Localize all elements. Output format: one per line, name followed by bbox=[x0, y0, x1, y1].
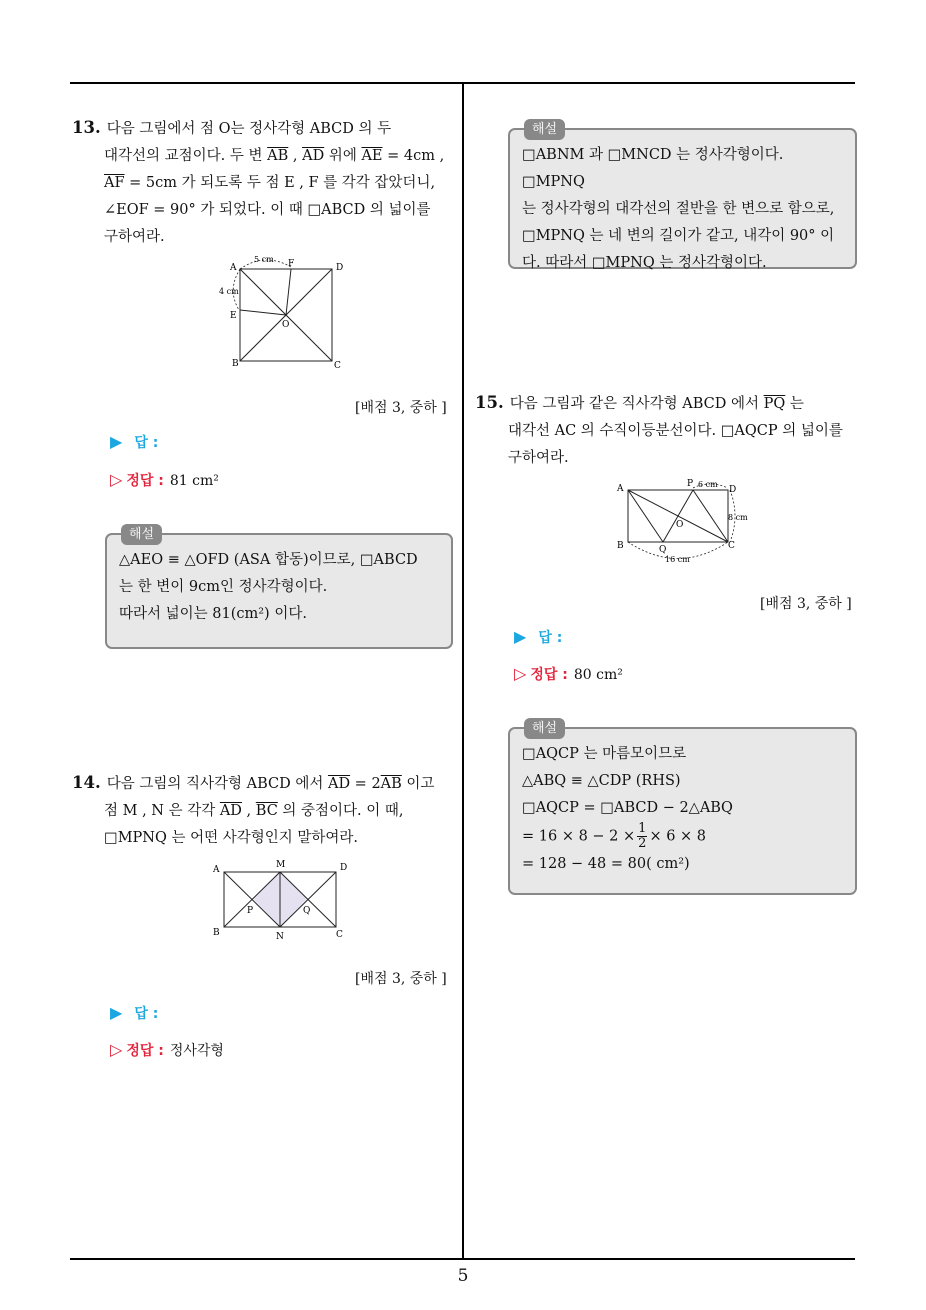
solution-box-15: 해설 □AQCP 는 마름모이므로 △ABQ ≡ △CDP (RHS) □AQCP = □ABCD − 2△ABQ = 16 × 8 − 2 × $\frac{1}{2}$ × 6 × 8 = 128 − 48 = 80( cm²) bbox=[508, 727, 857, 895]
fraction-one-half: $\frac{1}{2}$ bbox=[638, 821, 647, 851]
label-o: O bbox=[282, 320, 290, 330]
label-p: P bbox=[687, 479, 694, 489]
label-d: D bbox=[729, 485, 737, 495]
label-a: A bbox=[617, 484, 624, 494]
label-f: F bbox=[288, 259, 295, 269]
triangle-outline-icon: ▷ bbox=[514, 664, 527, 683]
label-6cm: 6 cm bbox=[698, 480, 718, 489]
label-n: N bbox=[276, 932, 284, 942]
question-number: 13. bbox=[72, 118, 101, 137]
label-16cm: 16 cm bbox=[665, 555, 690, 564]
triangle-filled-icon: ▶ bbox=[110, 432, 123, 451]
label-d: D bbox=[340, 863, 348, 873]
answer-row-14: ▶ 답 : bbox=[110, 1003, 159, 1022]
triangle-filled-icon: ▶ bbox=[514, 627, 527, 646]
label-a: A bbox=[230, 263, 237, 273]
label-d: D bbox=[336, 263, 344, 273]
solution-box-13: 해설 △AEO ≡ △OFD (ASA 합동)이므로, □ABCD 는 한 변이 9cm인 정사각형이다. 따라서 넓이는 81(cm²) 이다. bbox=[105, 533, 453, 649]
solution-tag: 해설 bbox=[524, 119, 565, 140]
score-meta-15: [배점 3, 중하 ] bbox=[760, 596, 852, 612]
solution-tag: 해설 bbox=[121, 524, 162, 545]
column-divider bbox=[462, 83, 464, 1259]
label-8cm: 8 cm bbox=[728, 513, 748, 522]
solution-box-14: 해설 □ABNM 과 □MNCD 는 정사각형이다. □MPNQ 는 정사각형의 대각선의 절반을 한 변으로 함으로, □MPNQ 는 네 변의 길이가 같고, 내각이 90° 이 다. 따라서 □MPNQ 는 정사각형이다. bbox=[508, 128, 857, 269]
label-5cm: 5 cm bbox=[254, 255, 274, 264]
label-c: C bbox=[336, 930, 343, 940]
label-o: O bbox=[676, 520, 684, 530]
bottom-rule bbox=[70, 1258, 855, 1260]
correct-row-13: ▷ 정답 : 81 cm² bbox=[110, 470, 219, 489]
label-b: B bbox=[213, 928, 220, 938]
figure-rectangle-aqcp bbox=[610, 475, 760, 570]
correct-row-15: ▷ 정답 : 80 cm² bbox=[514, 664, 623, 683]
solution-tag: 해설 bbox=[524, 718, 565, 739]
label-b: B bbox=[232, 359, 239, 369]
question-14-text: 14. 다음 그림의 직사각형 ABCD 에서 $\overline{AD} = 2\overline{AB}$ 이고 점 M , N 은 각각 $\overline{AD}$ , $\overline{BC}$ 의 중점이다. 이 때, □MPNQ 는 어떤 사각형인지 말하여라. bbox=[72, 773, 435, 846]
figure-square-abcd bbox=[210, 250, 350, 375]
label-q: Q bbox=[659, 545, 667, 555]
page-number: 5 bbox=[457, 1266, 469, 1286]
label-b: B bbox=[617, 541, 624, 551]
question-number: 14. bbox=[72, 773, 101, 792]
triangle-outline-icon: ▷ bbox=[110, 470, 123, 489]
label-p: P bbox=[247, 906, 254, 916]
label-4cm: 4 cm bbox=[219, 287, 239, 296]
question-number: 15. bbox=[475, 393, 504, 412]
figure-rectangle-mpnq bbox=[205, 855, 355, 945]
label-c: C bbox=[334, 361, 341, 371]
label-m: M bbox=[276, 860, 286, 870]
correct-row-14: ▷ 정답 : 정사각형 bbox=[110, 1040, 224, 1059]
triangle-outline-icon: ▷ bbox=[110, 1040, 123, 1059]
label-a: A bbox=[213, 865, 220, 875]
label-e: E bbox=[230, 311, 237, 321]
question-13-text: 13. 다음 그림에서 점 O는 정사각형 ABCD 의 두 대각선의 교점이다. 두 변 $\overline{AB}$ , $\overline{AD}$ 위에 $\overline{AE} = 4cm$ , $\overline{AF} = 5cm$ 가 되도록 두 점 E , F 를 각각 잡았더니, ∠EOF = 90° 가 되었다. 이 때 □ABCD 의 넓이를 구하여라. bbox=[72, 118, 445, 245]
score-meta-14: [배점 3, 중하 ] bbox=[355, 971, 447, 987]
label-q: Q bbox=[303, 906, 311, 916]
triangle-filled-icon: ▶ bbox=[110, 1003, 123, 1022]
answer-row-13: ▶ 답 : bbox=[110, 432, 159, 451]
question-15-text: 15. 다음 그림과 같은 직사각형 ABCD 에서 $\overline{PQ}$ 는 대각선 AC 의 수직이등분선이다. □AQCP 의 넓이를 구하여라. bbox=[475, 393, 843, 466]
label-c: C bbox=[728, 541, 735, 551]
score-meta-13: [배점 3, 중하 ] bbox=[355, 400, 447, 416]
answer-row-15: ▶ 답 : bbox=[514, 627, 563, 646]
